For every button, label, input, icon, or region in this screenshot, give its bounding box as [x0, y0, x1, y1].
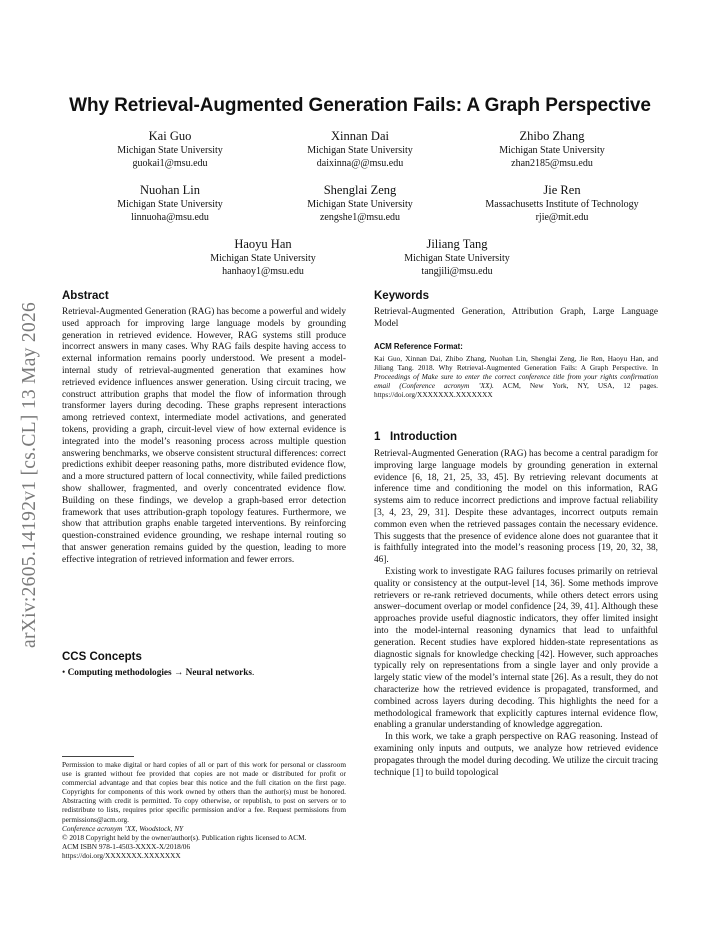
author-email: daixinna@@msu.edu	[316, 158, 404, 169]
author-name: Jie Ren	[543, 183, 581, 197]
author-email: guokai1@msu.edu	[132, 158, 208, 169]
author-affiliation: Michigan State University	[404, 253, 510, 264]
ccs-period: .	[252, 668, 255, 678]
author-affiliation: Michigan State University	[117, 199, 223, 210]
author-name: Zhibo Zhang	[519, 129, 585, 143]
author-name: Xinnan Dai	[331, 129, 389, 143]
reference-authors: Kai Guo, Xinnan Dai, Zhibo Zhang, Nuohan Lin, Shenglai Zeng, Jie Ren, Haoyu Han, and Jiliang Tang. 2018. Why Retrieval-Augmented Generation Fails: A Graph Perspective. In	[374, 354, 658, 373]
keywords-text: Retrieval-Augmented Generation, Attribution Graph, Large Language Model	[374, 307, 658, 329]
abstract-text	[62, 307, 346, 567]
permission-text: Permission to make digital or hard copies of all or part of this work for personal or classroom use is granted without fee provided that copies are not made or distributed for profit or commercial advantage and that copies bear this notice and the full citation on the first page. Copyrights for components of this work owned by others than the author(s) must be honored. Abstracting with credit is permitted. To copy otherwise, or republish, to post on servers or to redistribute to lists, requires prior specific permission and/or a fee. Request permissions from permissions@acm.org.	[62, 760, 346, 824]
author-email: rjie@mit.edu	[535, 212, 589, 223]
permission-block	[62, 760, 346, 860]
ccs-concepts	[62, 668, 346, 680]
abstract-paragraph: Retrieval-Augmented Generation (RAG) has become a powerful and widely used approach for improving large language models by grounding generation in retrieved evidence. However, RAG systems still produce incorrect answers in many cases. Why RAG fails despite having access to external information remains poorly understood. We present a model-internal study of retrieval-augmented generation that examines how retrieved evidence influences answer generation. Using circuit tracing, we construct attribution graphs that model the flow of information through transformer layers during decoding. These graphs represent interactions among retrieved context, intermediate model activations, and generated tokens, providing a graph, circuit-level view of how external evidence is integrated into the model’s reasoning process across multiple question answering benchmarks, we observe consistent structural differences: correct predictions exhibit deeper reasoning paths, more distributed evidence flow, and a more structured pattern of local connectivity, while failed predictions show shallower, fragmented, and overly concentrated evidence flow. Building on these findings, we develop a graph-based error detection framework that uses attribution-graph topology features. Furthermore, we show that attribution graphs enable targeted interventions. By reinforcing question-constrained evidence grounding, we reshape internal routing so that answer generation remains guided by the question, leading to more effective integration of retrieved information and fewer errors.	[62, 307, 346, 565]
ccs-concept: Computing methodologies	[67, 668, 172, 678]
conference-label: Conference acronym ’XX, Woodstock, NY	[62, 823, 184, 833]
ccs-heading: CCS Concepts	[62, 651, 142, 663]
author-affiliation: Michigan State University	[307, 145, 413, 156]
reference-tail: ACM, New York, NY, USA, 12 pages. https://doi.org/XXXXXXX.XXXXXXX	[374, 381, 658, 400]
author-name: Jiliang Tang	[426, 237, 488, 251]
author-affiliation: Massachusetts Institute of Technology	[485, 199, 639, 210]
ccs-bullet: •	[62, 668, 66, 678]
paper-title: Why Retrieval-Augmented Generation Fails: A Graph Perspective	[69, 95, 651, 116]
isbn-line: ACM ISBN 978-1-4503-XXXX-X/2018/06	[62, 841, 191, 851]
author-block	[245, 184, 475, 224]
author-email: zhan2185@msu.edu	[511, 158, 593, 169]
author-email: tangjili@msu.edu	[421, 266, 493, 277]
reference-format-text	[374, 354, 658, 399]
author-affiliation: Michigan State University	[307, 199, 413, 210]
ccs-arrow: →	[174, 668, 184, 678]
author-affiliation: Michigan State University	[210, 253, 316, 264]
author-name: Shenglai Zeng	[323, 183, 397, 197]
author-block	[342, 238, 572, 278]
intro-paragraph-3: In this work, we take a graph perspective on RAG reasoning. Instead of examining only inputs and outputs, we analyze how retrieved evidence propagates through the model during decoding. We utilize the circuit tracing technique [1] to build topological	[374, 732, 658, 778]
copyright-line: © 2018 Copyright held by the owner/author(s). Publication rights licensed to ACM.	[62, 832, 307, 842]
author-email: hanhaoy1@msu.edu	[222, 266, 304, 277]
author-email: linnuoha@msu.edu	[131, 212, 209, 223]
reference-format-heading: ACM Reference Format:	[374, 342, 463, 351]
author-block	[437, 130, 667, 170]
intro-paragraph-1: Retrieval-Augmented Generation (RAG) has become a central paradigm for improving large language models by grounding generation in external evidence [6, 18, 21, 25, 33, 45]. By retrieving relevant documents at inference time and conditioning the model on this information, RAG systems aim to reduce incorrect predictions and improve factual reliability [3, 4, 23, 29, 31]. Despite these advantages, incorrect outputs remain common even when the retrieved passages contain the necessary evidence. This suggests that the presence of evidence alone does not guarantee that it is faithfully integrated into the model’s reasoning process [19, 20, 32, 38, 46].	[374, 449, 658, 566]
author-affiliation: Michigan State University	[499, 145, 605, 156]
introduction-heading: 1 Introduction	[374, 431, 458, 443]
footnote-rule	[62, 756, 134, 757]
author-name: Kai Guo	[148, 129, 192, 143]
intro-paragraph-2: Existing work to investigate RAG failures focuses primarily on retrieval quality or consistency at the output-level [14, 36]. Some methods improve retrievers or re-rank retrieved documents, while others detect errors using answer–document overlap or model confidence [24, 39, 41]. Although these approaches provide useful diagnostic indicators, they offer limited insight into the model-internal reasoning dynamics that lead to unfaithful generation. Recent studies have explored hidden-state representations as diagnostic signals for knowledge checking [42]. However, such approaches typically rely on representations from a single layer and only provide a largely static view of the model’s internal state [26]. As a result, they do not characterize how the retrieved evidence is propagated, transformed, and combined across layers during decoding. This highlights the need for a methodological framework that explicitly captures internal evidence flow, enabling a granular understanding of knowledge aggregation.	[374, 566, 658, 731]
ccs-subconcept: Neural networks	[185, 668, 253, 678]
author-affiliation: Michigan State University	[117, 145, 223, 156]
author-email: zengshe1@msu.edu	[319, 212, 401, 223]
reference-venue: Proceedings of Make sure to enter the correct conference title from your rights confirmation email (Conference acronym ’XX).	[374, 372, 658, 391]
doi-line: https://doi.org/XXXXXXX.XXXXXXX	[62, 850, 181, 860]
author-name: Haoyu Han	[234, 237, 292, 251]
abstract-heading: Abstract	[62, 290, 109, 302]
introduction-text	[374, 449, 658, 779]
keywords-heading: Keywords	[374, 290, 429, 302]
arxiv-identifier: arXiv:2605.14192v1 [cs.CL] 13 May 2026	[19, 301, 40, 648]
author-name: Nuohan Lin	[139, 183, 201, 197]
author-block	[447, 184, 677, 224]
